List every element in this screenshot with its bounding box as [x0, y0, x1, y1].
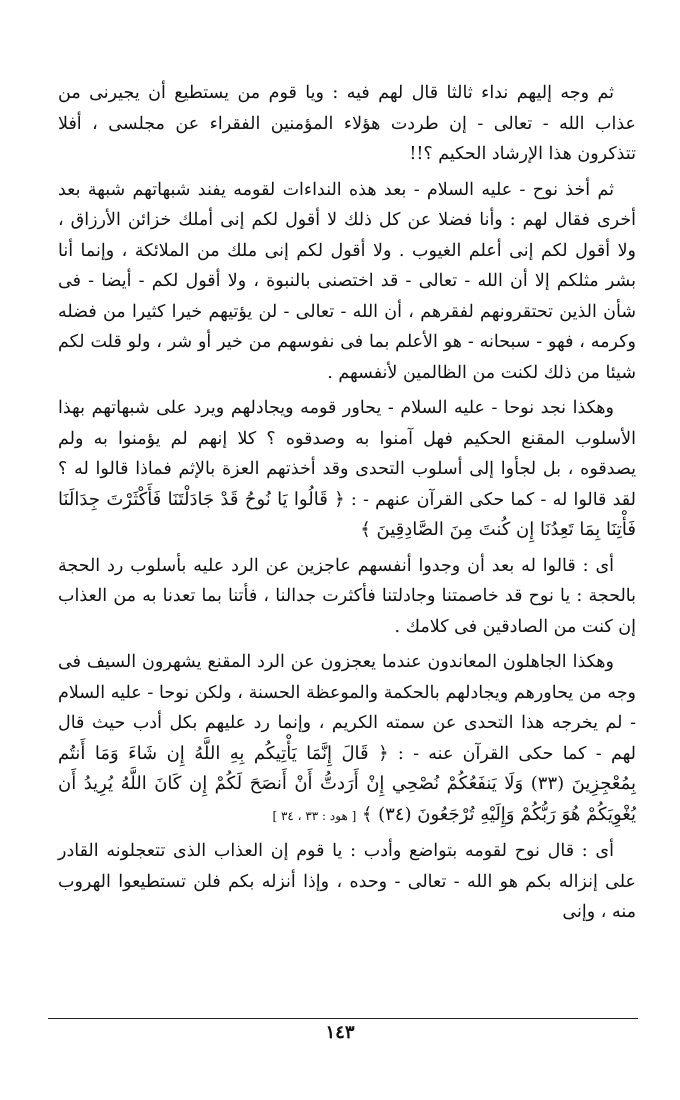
page-number: ١٤٣ — [325, 1022, 355, 1043]
paragraph-text: وهكذا نجد نوحا - عليه السلام - يحاور قومه ويجادلهم ويرد على شبهاتهم بهذا الأسلوب المقنع الحكيم فهل آمنوا به وصدقوه ؟ كلا إنهم لم يؤمنوا به ولم يصدقوه ، بل لجأوا إلى أسلوب التحدى وقد أخذتهم العزة بالإثم فماذا قالوا له ؟ لقد قالوا له - كما حكى القرآن عنهم - : — [58, 398, 636, 510]
paragraph-text: ثم وجه إليهم نداء ثالثا قال لهم فيه : ويا قوم من يستطيع أن يجيرنى من عذاب الله - تعالى - إن طردت هؤلاء المؤمنين الفقراء عن مجلسى ، أفلا تتذكرون هذا الإرشاد الحكيم ؟!! — [58, 83, 636, 164]
paragraph-text: ثم أخذ نوح - عليه السلام - بعد هذه النداءات لقومه يفند شبهاتهم شبهة بعد أخرى فقال لهم : وأنا فضلا عن كل ذلك لا أقول لكم إنى أملك خزائن الأرزاق ، ولا أقول لكم إنى أعلم الغيوب . ولا أقول لكم إنى ملك من الملائكة ، وإنما أنا بشر مثلكم إلا أن الله - تعالى - قد اختصنى بالنبوة ، ولا أقول لكم - أيضا - فى شأن الذين تحتقرونهم لفقرهم ، أن الله - تعالى - لن يؤتيهم خيرا كثيرا من فضله وكرمه ، فهو - سبحانه - هو الأعلم بما فى نفوسهم من خير أو شر ، ولو قلت لكم شيئا من ذلك لكنت من الظالمين لأنفسهم . — [58, 179, 636, 383]
paragraph-text: وهكذا الجاهلون المعاندون عندما يعجزون عن الرد المقنع يشهرون السيف فى وجه من يحاورهم ويجادلهم بالحكمة والموعظة الحسنة ، ولكن نوحا - عليه السلام - لم يخرجه هذا التحدى عن سمته الكريم ، وإنما رد عليهم بكل أدب حيث قال لهم - كما حكى القرآن عنه - : — [58, 652, 636, 764]
paragraph-noah-reply — [58, 836, 636, 928]
footer-divider — [48, 1018, 638, 1019]
paragraph-text: أى : قال نوح لقومه بتواضع وأدب : يا قوم إن العذاب الذى تتعجلونه القادر على إنزاله بكم هو الله - تعالى - وحده ، وإذا أنزله بكم فلن تستطيعوا الهروب منه ، وإنى — [58, 841, 636, 922]
quran-quote: ﴿ قَالَ إِنَّمَا يَأْتِيكُم بِهِ اللَّهُ إِن شَاءَ وَمَا أَنتُم بِمُعْجِزِينَ (٣٣) وَلَا يَنفَعُكُمْ نُصْحِي إِنْ أَرَدتُّ أَنْ أَنصَحَ لَكُمْ إِن كَانَ اللَّهُ يُرِيدُ أَن يُغْوِيَكُمْ هُوَ رَبُّكُمْ وَإِلَيْهِ تُرْجَعُونَ (٣٤) ﴾ — [58, 742, 637, 825]
paragraph-third-call — [58, 78, 636, 170]
page-text-block — [58, 78, 636, 928]
paragraph-ignorant-opponents — [58, 647, 636, 831]
quran-reference: [ هود : ٣٣ ، ٣٤ ] — [272, 808, 357, 823]
paragraph-text: أى : قالوا له بعد أن وجدوا أنفسهم عاجزين عن الرد عليه بأسلوب رد الحجة بالحجة : يا نوح قد خاصمتنا وجادلتنا فأكثرت جدالنا ، فأتنا بما تعدنا به من العذاب إن كنت من الصادقين فى كلامك . — [58, 555, 636, 637]
paragraph-refuting-doubts — [58, 175, 636, 389]
paragraph-challenge — [58, 393, 636, 546]
quran-quote: ﴿ قَالُوا يَا نُوحُ قَدْ جَادَلْتَنَا فَأَكْثَرْتَ جِدَالَنَا فَأْتِنَا بِمَا تَعِدُنَا إِن كُنتَ مِنَ الصَّادِقِينَ ﴾ — [58, 488, 636, 540]
paragraph-explanation — [58, 551, 636, 643]
